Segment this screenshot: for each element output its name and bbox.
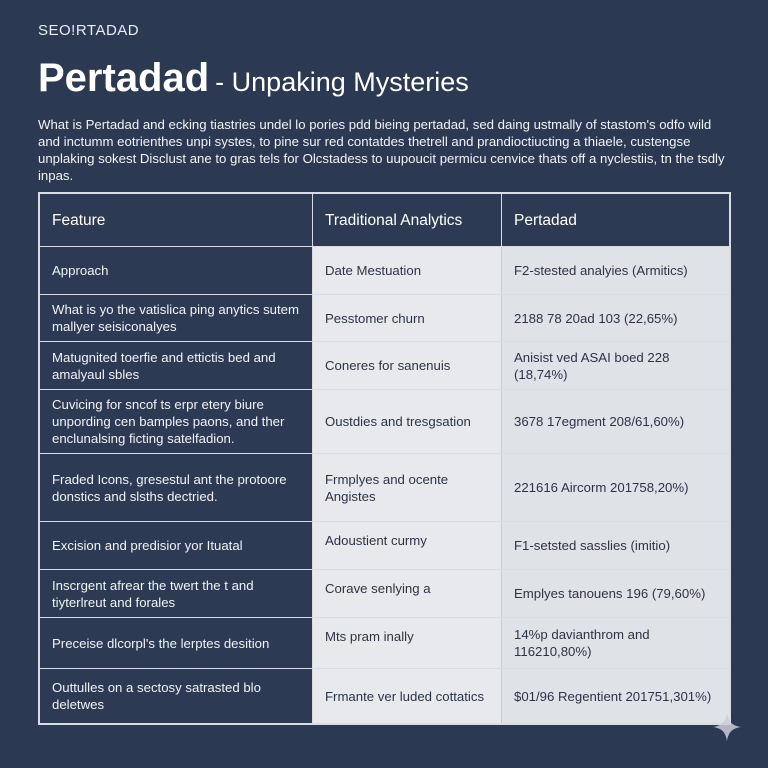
row-feature: Cuvicing for sncof ts erpr etery biure unpording cen bamples paons, and ther enclunalsing ficting satelfadion. [40, 390, 313, 453]
table-row [40, 453, 729, 521]
comparison-table [38, 192, 731, 725]
row-traditional: Date Mestuation [313, 247, 502, 294]
row-pertadad: F2-stested analyies (Armitics) [502, 247, 729, 294]
row-traditional: Frmante ver luded cottatics [313, 669, 502, 723]
table-row [40, 521, 729, 569]
table-row [40, 668, 729, 723]
row-pertadad: Anisist ved ASAI boed 228 (18,74%) [502, 342, 729, 389]
row-feature: Outtulles on a sectosy satrasted blo deletwes [40, 669, 313, 723]
row-traditional: Frmplyes and ocente Angistes [313, 454, 502, 521]
row-pertadad: F1-setsted sasslies (imitio) [502, 522, 729, 569]
page-title-sub: - Unpaking Mysteries [215, 67, 469, 97]
header-feature: Feature [40, 194, 313, 246]
table-row [40, 389, 729, 453]
row-traditional: Corave senlying a [313, 570, 502, 617]
header-traditional: Traditional Analytics [313, 194, 502, 246]
row-traditional: Oustdies and tresgsation [313, 390, 502, 453]
page-title [38, 56, 469, 101]
table-row [40, 617, 729, 668]
table-row [40, 569, 729, 617]
row-traditional: Adoustient curmy [313, 522, 502, 569]
brand-label: SEO!RTADAD [38, 22, 140, 39]
table-row [40, 246, 729, 294]
header-pertadad: Pertadad [502, 194, 729, 246]
sparkle-icon [712, 712, 742, 742]
table-row [40, 341, 729, 389]
table-row [40, 294, 729, 341]
page-title-main: Pertadad [38, 56, 210, 100]
intro-paragraph: What is Pertadad and ecking tiastries undel lo pories pdd bieing pertadad, sed daing ustmally of stastom's odfo wild and inctumm eotrienthes unpi systes, to pine sur red contatdes thetrell and prandioctiucting a thiaele, custengse unplaking sokest Disclust ane to gras tels for Olcstadess to uupoucit permicu cenvice thats off a nyclestiis, tn the tsdly inpas. [38, 117, 725, 183]
row-feature: What is yo the vatislica ping anytics sutem mallyer seisiconalyes [40, 295, 313, 341]
row-feature: Excision and predisior yor Ituatal [40, 522, 313, 569]
row-pertadad: 14%p davianthrom and 116210,80%) [502, 618, 729, 668]
row-pertadad: 221616 Aircorm 201758,20%) [502, 454, 729, 521]
row-pertadad: 2188 78 20ad 103 (22,65%) [502, 295, 729, 341]
row-pertadad: Emplyes tanouens 196 (79,60%) [502, 570, 729, 617]
row-feature: Approach [40, 247, 313, 294]
row-traditional: Coneres for sanenuis [313, 342, 502, 389]
row-traditional: Mts pram inally [313, 618, 502, 668]
table-header-row [40, 194, 729, 246]
row-feature: Fraded Icons, gresestul ant the protoore donstics and slsths dectried. [40, 454, 313, 521]
row-feature: Preceise dlcorpl's the lerptes desition [40, 618, 313, 668]
row-feature: Inscrgent afrear the twert the t and tiyterlreut and forales [40, 570, 313, 617]
row-pertadad: $01/96 Regentient 201751,301%) [502, 669, 729, 723]
row-feature: Matugnited toerfie and ettictis bed and amalyaul sbles [40, 342, 313, 389]
row-pertadad: 3678 17egment 208/61,60%) [502, 390, 729, 453]
row-traditional: Pesstomer churn [313, 295, 502, 341]
